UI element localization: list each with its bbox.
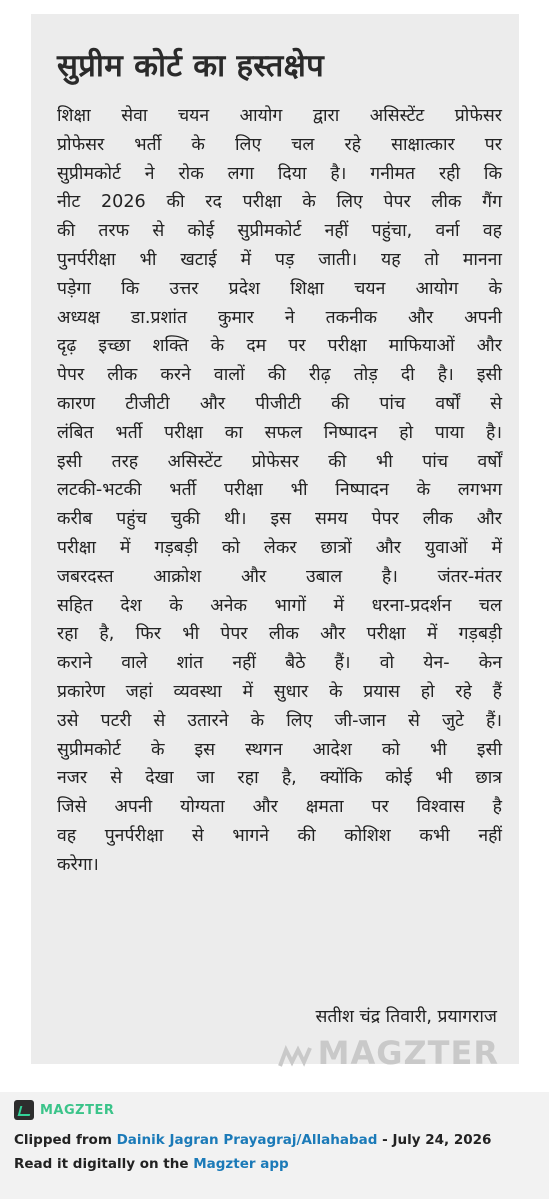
article-line: पड़ेगा कि उत्तर प्रदेश शिक्षा चयन आयोग के: [57, 278, 502, 299]
author-signature: सतीश चंद्र तिवारी, प्रयागराज: [315, 1007, 497, 1027]
article-line: सुप्रीमकोर्ट के इस स्थगन आदेश को भी इसी: [57, 739, 502, 760]
article-line: दृढ़ इच्छा शक्ति के दम पर परीक्षा माफियाओं और: [57, 336, 502, 357]
article-line: नीट 2026 की रद परीक्षा के लिए पेपर लीक गैंग: [57, 192, 502, 213]
magzter-watermark-text: MAGZTER: [317, 1034, 499, 1072]
article-line: लंबित भर्ती परीक्षा का सफल निष्पादन हो पाया है।: [57, 422, 502, 443]
clip-footer: [0, 1092, 549, 1199]
article-line: कारण टीजीटी और पीजीटी की पांच वर्षों से: [57, 393, 502, 414]
article-line: करेगा।: [57, 854, 99, 875]
article-line: परीक्षा में गड़बड़ी को लेकर छात्रों और युवाओं में: [57, 537, 502, 558]
article-line: प्रोफेसर भर्ती के लिए चल रहे साक्षात्कार पर: [57, 134, 502, 155]
clipped-from-line: [14, 1132, 491, 1148]
article-line: लटकी-भटकी भर्ती परीक्षा भी निष्पादन के लगभग: [57, 480, 502, 501]
article-line: की तरफ से कोई सुप्रीमकोर्ट नहीं पहुंचा, वर्ना वह: [57, 221, 502, 242]
article-line: जिसे अपनी योग्यता और क्षमता पर विश्वास है: [57, 797, 502, 818]
publication-link[interactable]: Dainik Jagran Prayagraj/Allahabad: [116, 1132, 378, 1148]
article-line: जबरदस्त आक्रोश और उबाल है। जंतर-मंतर: [57, 566, 502, 587]
magzter-watermark: [278, 1034, 499, 1072]
clipped-from-label: Clipped from: [14, 1132, 112, 1148]
article-line: शिक्षा सेवा चयन आयोग द्वारा असिस्टेंट प्रोफेसर: [57, 106, 502, 126]
read-digitally-line: [14, 1156, 289, 1172]
article-line: सहित देश के अनेक भागों में धरना-प्रदर्शन चल: [57, 595, 502, 616]
article-body: [57, 102, 502, 880]
article-line: वह पुनर्परीक्षा से भागने की कोशिश कभी नहीं: [57, 825, 502, 846]
article: [57, 44, 502, 880]
article-line: पेपर लीक करने वालों की रीढ़ तोड़ दी है। इसी: [57, 365, 502, 386]
article-line: इसी तरह असिस्टेंट प्रोफेसर की भी पांच वर्षों: [57, 451, 502, 472]
article-line: करीब पहुंच चुकी थी। इस समय पेपर लीक और: [57, 509, 502, 530]
read-digitally-label: Read it digitally on the: [14, 1156, 189, 1172]
brand-name: MAGZTER: [40, 1102, 115, 1118]
magzter-logo-icon: [14, 1100, 34, 1120]
newspaper-clipping: [31, 14, 519, 1072]
article-headline: सुप्रीम कोर्ट का हस्तक्षेप: [57, 48, 325, 84]
article-line: रहा है, फिर भी पेपर लीक और परीक्षा में गड़बड़ी: [57, 624, 502, 645]
article-line: कराने वाले शांत नहीं बैठे हैं। वो येन- केन: [57, 653, 502, 674]
brand-row: [14, 1100, 114, 1120]
article-line: उसे पटरी से उतारने के लिए जी-जान से जुटे हैं।: [57, 710, 502, 731]
article-line: अध्यक्ष डा.प्रशांत कुमार ने तकनीक और अपनी: [57, 307, 502, 328]
article-line: नजर से देखा जा रहा है, क्योंकि कोई भी छात्र: [57, 768, 502, 789]
article-line: सुप्रीमकोर्ट ने रोक लगा दिया है। गनीमत रही कि: [57, 163, 502, 184]
magzter-watermark-icon: [278, 1040, 312, 1066]
magzter-app-link[interactable]: Magzter app: [193, 1156, 289, 1172]
clip-date: - July 24, 2026: [382, 1132, 492, 1148]
article-line: पुनर्परीक्षा भी खटाई में पड़ जाती। यह तो मानना: [57, 249, 502, 270]
article-line: प्रकारेण जहां व्यवस्था में सुधार के प्रयास हो रहे हैं: [57, 681, 502, 702]
